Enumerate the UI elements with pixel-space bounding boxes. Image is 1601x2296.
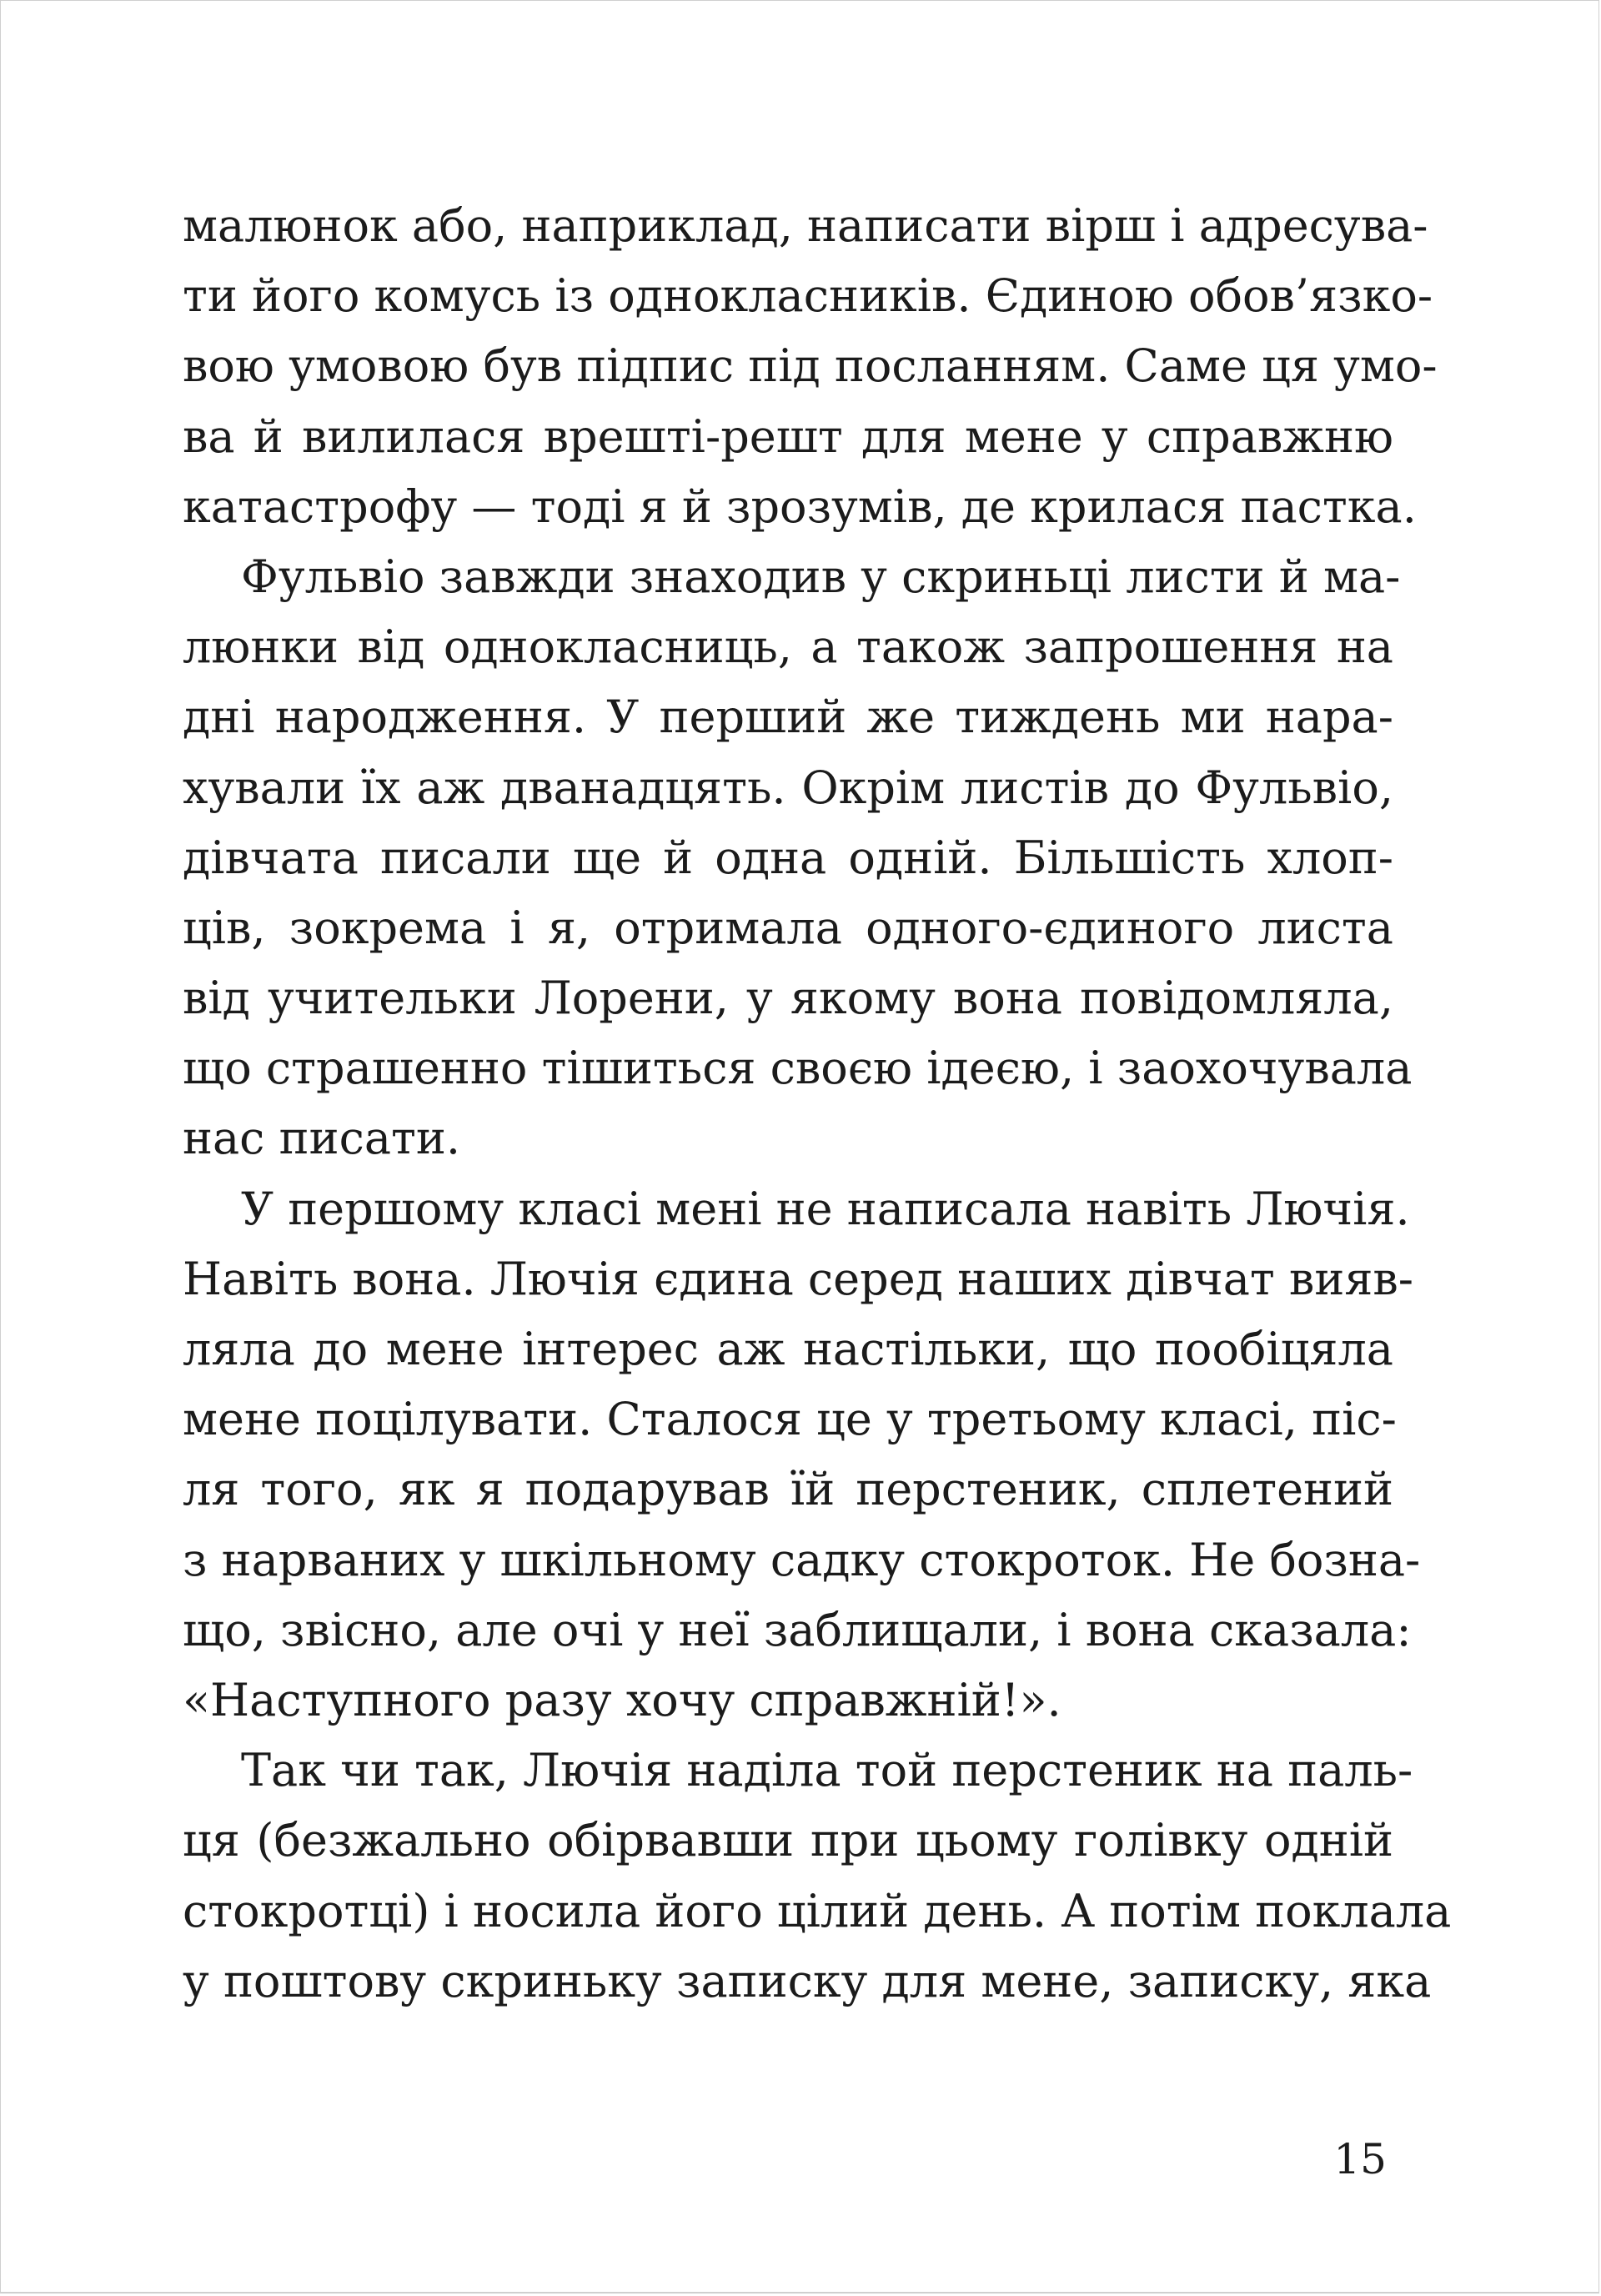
text-line: стокротці) і носила його цілий день. А потім поклала (183, 1884, 1452, 1937)
body-text (183, 191, 1452, 2017)
text-line: у поштову скриньку записку для мене, записку, яка (183, 1954, 1432, 2007)
text-line: Навіть вона. Лючія єдина серед наших дівчат вияв- (183, 1252, 1414, 1305)
text-line: ців, зокрема і я, отримала одного-єдиного листа (183, 901, 1393, 954)
text-line: ва й вилилася врешті-решт для мене у справжню (183, 409, 1393, 463)
text-line: з нарваних у шкільному садку стокроток. Не бозна- (183, 1533, 1421, 1586)
text-line: ля того, як я подарував їй перстеник, сплетений (183, 1463, 1393, 1516)
text-line: від учительки Лорени, у якому вона повідомляла, (183, 972, 1393, 1025)
text-line: що страшенно тішиться своєю ідеєю, і заохочувала (183, 1042, 1413, 1095)
text-line: дівчата писали ще й одна одній. Більшість хлоп- (183, 831, 1393, 884)
text-line: що, звісно, але очі у неї заблищали, і вона сказала: (183, 1603, 1412, 1656)
text-line: хували їх аж дванадцять. Окрім листів до Фульвіо, (183, 761, 1393, 814)
text-line: Так чи так, Лючія наділа той перстеник на паль- (241, 1744, 1413, 1797)
text-line: «Наступного разу хочу справжній!». (183, 1673, 1061, 1726)
text-line: ляла до мене інтерес аж настільки, що пообіцяла (183, 1323, 1393, 1375)
text-line: вою умовою був підпис під посланням. Саме ця умо- (183, 339, 1438, 393)
text-line: люнки від однокласниць, а також запрошення на (183, 620, 1393, 674)
text-line: мене поцілувати. Сталося це у третьому класі, піс- (183, 1393, 1397, 1446)
text-line: нас писати. (183, 1112, 461, 1165)
text-line: дні народження. У перший же тиждень ми нара- (183, 691, 1393, 744)
text-line: У першому класі мені не написала навіть Лючія. (241, 1182, 1410, 1235)
text-line: ця (безжально обірвавши при цьому голівку одній (183, 1814, 1393, 1867)
text-line: ти його комусь із однокласників. Єдиною обов’язко- (183, 269, 1433, 323)
text-line: Фульвіо завжди знаходив у скриньці листи й ма- (241, 550, 1401, 603)
text-line: малюнок або, наприклад, написати вірш і адресува- (183, 199, 1428, 252)
text-line: катастрофу — тоді я й зрозумів, де крилася пастка. (183, 480, 1417, 533)
page-number: 15 (1333, 2135, 1387, 2183)
